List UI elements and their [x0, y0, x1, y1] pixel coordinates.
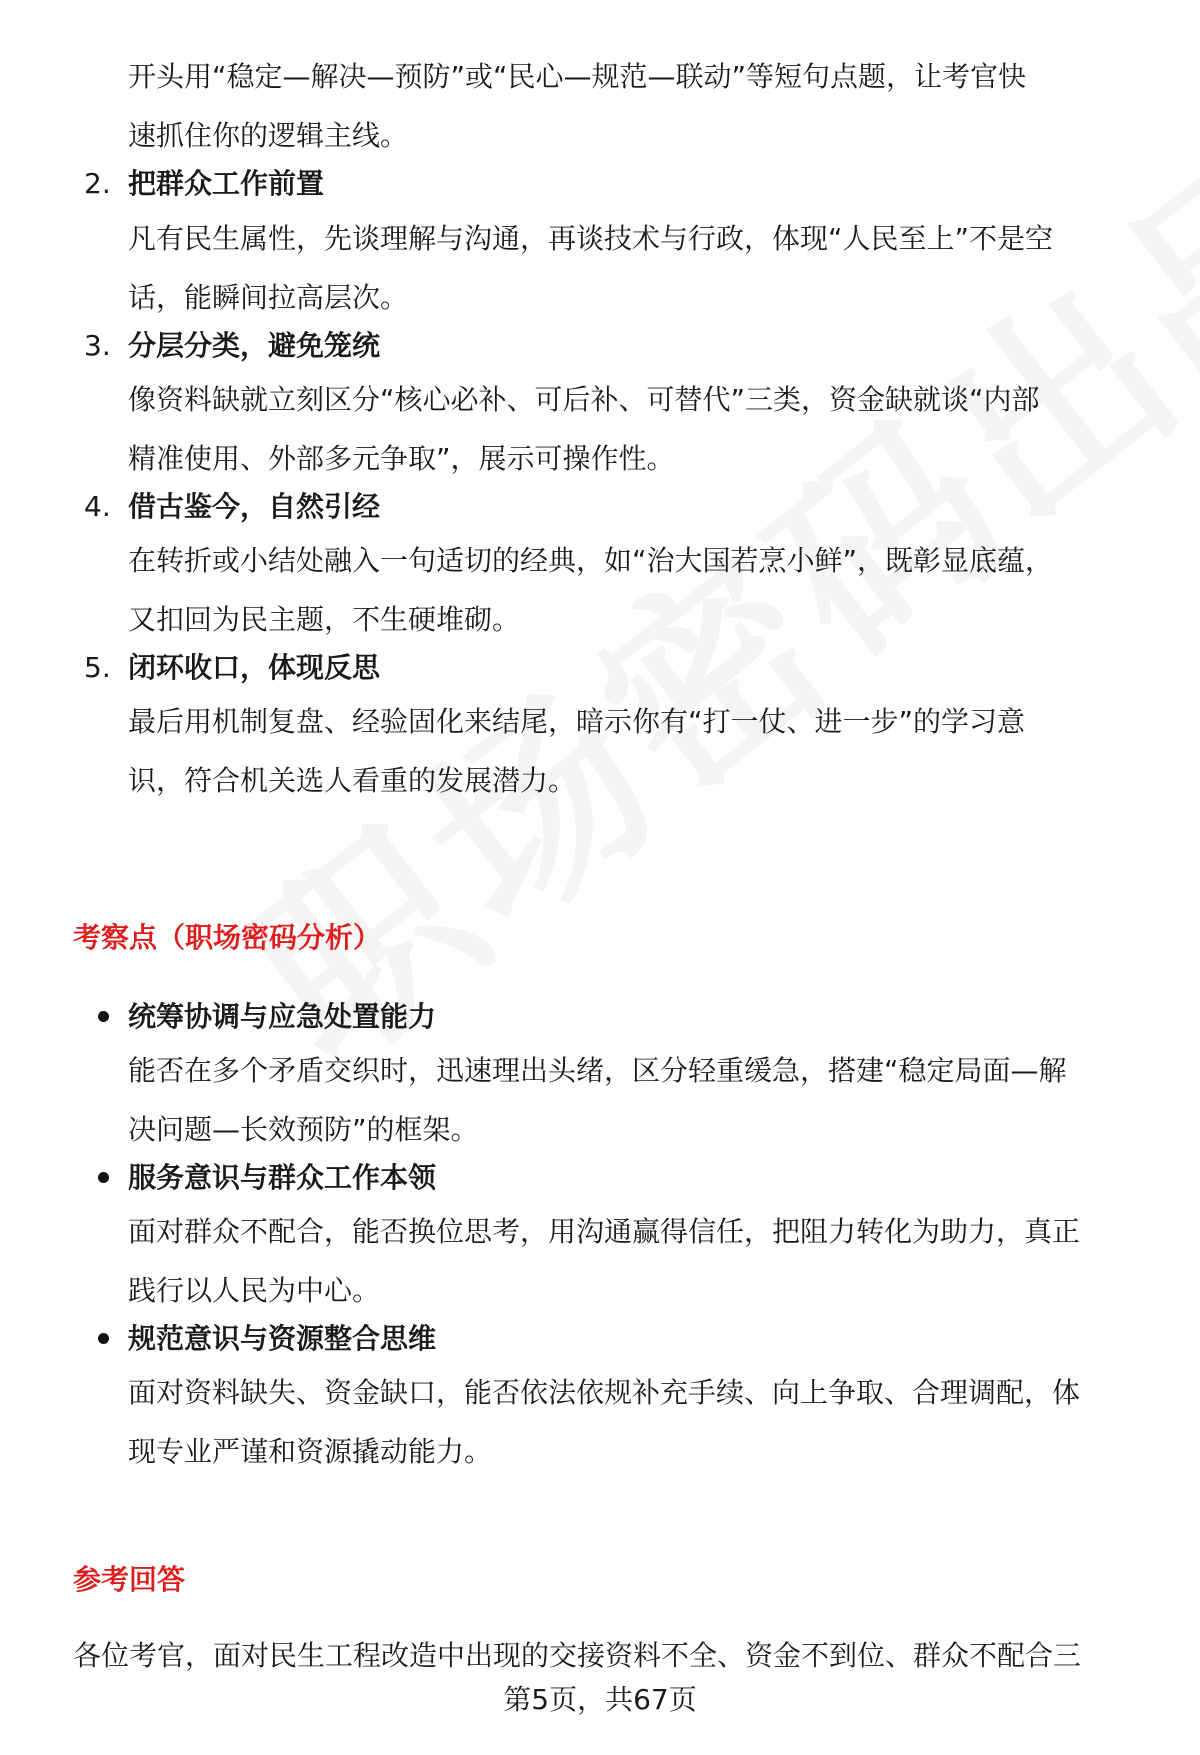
tip-1-body [128, 47, 1026, 165]
text-line: 精准使用、外部多元争取”，展示可操作性。 [128, 442, 675, 475]
observe-point-title: 服务意识与群众工作本领 [128, 1161, 437, 1194]
text-line: 又扣回为民主题，不生硬堆砌。 [128, 603, 521, 636]
text-line: 最后用机制复盘、经验固化来结尾，暗示你有“打一仗、进一步”的学习意 [128, 705, 1026, 738]
text-line: 话，能瞬间拉高层次。 [128, 281, 409, 314]
tip-body [128, 531, 1053, 649]
page-footer: 第5页，共67页 [503, 1683, 697, 1716]
text-line: 践行以人民为中心。 [128, 1274, 381, 1307]
text-line: 现专业严谨和资源撬动能力。 [128, 1435, 493, 1468]
observe-point-title: 规范意识与资源整合思维 [128, 1322, 437, 1355]
section-heading-observe: 考察点（职场密码分析） [73, 921, 382, 954]
text-line: 面对群众不配合，能否换位思考，用沟通赢得信任，把阻力转化为助力，真正 [128, 1215, 1081, 1248]
text-line: 识，符合机关选人看重的发展潜力。 [128, 764, 577, 797]
tip-number: 5. [84, 651, 111, 684]
text-line: 凡有民生属性，先谈理解与沟通，再谈技术与行政，体现“人民至上”不是空 [128, 222, 1054, 255]
answer-paragraph: 各位考官，面对民生工程改造中出现的交接资料不全、资金不到位、群众不配合三 [73, 1639, 1082, 1672]
observe-point-body [128, 1202, 1080, 1320]
tip-body [128, 692, 1025, 810]
text-line: 在转折或小结处融入一句适切的经典，如“治大国若烹小鲜”，既彰显底蕴， [128, 544, 1054, 577]
tip-title: 借古鉴今，自然引经 [128, 490, 381, 523]
section-heading-answer: 参考回答 [73, 1563, 186, 1596]
text-line: 像资料缺就立刻区分“核心必补、可后补、可替代”三类，资金缺就谈“内部 [128, 383, 1040, 416]
observe-point-title: 统筹协调与应急处置能力 [128, 1000, 437, 1033]
text-line: 面对资料缺失、资金缺口，能否依法依规补充手续、向上争取、合理调配，体 [128, 1376, 1081, 1409]
bullet-dot [98, 1333, 109, 1344]
tip-body [128, 370, 1040, 488]
tip-title: 分层分类，避免笼统 [128, 329, 381, 362]
tip-title: 闭环收口，体现反思 [128, 651, 381, 684]
tip-number: 3. [84, 329, 111, 362]
bullet-dot [98, 1011, 109, 1022]
observe-point-body [128, 1363, 1080, 1481]
tip-number: 2. [84, 167, 111, 200]
text-line: 能否在多个矛盾交织时，迅速理出头绪，区分轻重缓急，搭建“稳定局面—解 [128, 1054, 1067, 1087]
text-line: 速抓住你的逻辑主线。 [128, 119, 409, 152]
tip-title: 把群众工作前置 [128, 167, 325, 200]
tip-body [128, 209, 1053, 327]
text-line: 开头用“稳定—解决—预防”或“民心—规范—联动”等短句点题，让考官快 [128, 60, 1027, 93]
tip-number: 4. [84, 490, 111, 523]
text-line: 决问题—长效预防”的框架。 [128, 1113, 479, 1146]
bullet-dot [98, 1172, 109, 1183]
observe-point-body [128, 1041, 1067, 1159]
